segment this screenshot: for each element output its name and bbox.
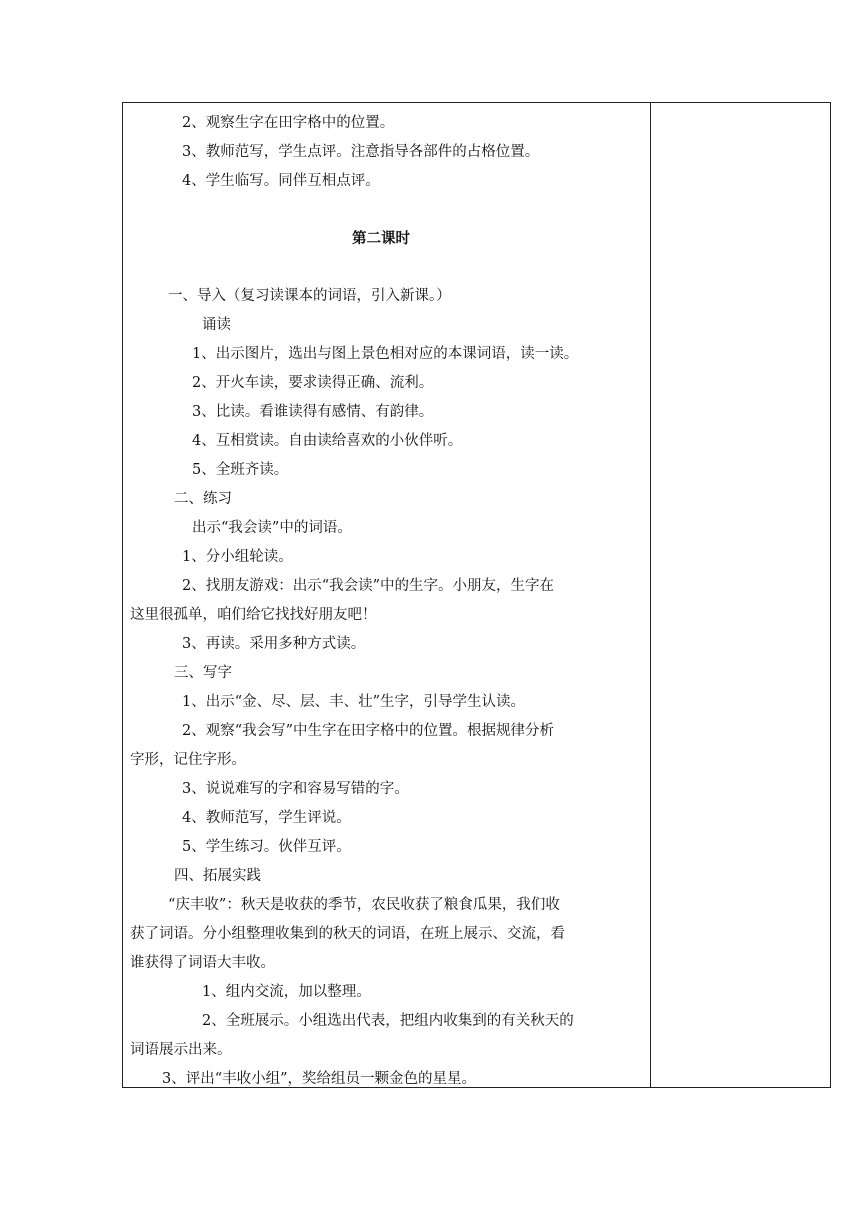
- text-line: 3、说说难写的字和容易写错的字。: [182, 781, 409, 797]
- text-line: 3、比读。看谁读得有感情、有韵律。: [192, 404, 434, 420]
- text-line: 这里很孤单，咱们给它找找好朋友吧！: [130, 607, 377, 623]
- text-line: 4、互相赏读。自由读给喜欢的小伙伴听。: [192, 433, 463, 449]
- text-line: 2、全班展示。小组选出代表，把组内收集到的有关秋天的: [202, 1013, 574, 1029]
- text-line: 4、学生临写。同伴互相点评。: [182, 173, 380, 189]
- text-line: 二、练习: [174, 491, 232, 507]
- lesson-plan-table: [122, 102, 831, 1088]
- text-line: 1、分小组轮读。: [182, 549, 293, 565]
- text-line: 2、观察“我会写”中生字在田字格中的位置。根据规律分析: [182, 723, 555, 739]
- text-line: 获了词语。分小组整理收集到的秋天的词语，在班上展示、交流，看: [130, 926, 565, 942]
- text-line: 2、找朋友游戏：出示“我会读”中的生字。小朋友，生字在: [182, 578, 555, 594]
- text-line: “庆丰收”：秋天是收获的季节，农民收获了粮食瓜果，我们收: [168, 897, 560, 913]
- text-line: 1、组内交流，加以整理。: [202, 984, 371, 1000]
- text-line: 5、学生练习。伙伴互评。: [182, 839, 351, 855]
- text-line: 谁获得了词语大丰收。: [130, 955, 275, 971]
- text-line: 3、评出“丰收小组”，奖给组员一颗金色的星星。: [162, 1071, 477, 1087]
- text-line: 四、拓展实践: [174, 868, 261, 884]
- text-line: 3、再读。采用多种方式读。: [182, 636, 366, 652]
- text-line: 三、写字: [174, 665, 232, 681]
- text-line: 1、出示“金、尽、层、丰、壮”生字，引导学生认读。: [182, 694, 526, 710]
- text-line: 1、出示图片，选出与图上景色相对应的本课词语，读一读。: [192, 346, 579, 362]
- text-line: 诵读: [202, 317, 231, 333]
- text-line: 词语展示出来。: [130, 1042, 232, 1058]
- text-line: 2、开火车读，要求读得正确、流利。: [192, 375, 434, 391]
- text-line: 2、观察生字在田字格中的位置。: [182, 115, 395, 131]
- text-line: 3、教师范写，学生点评。注意指导各部件的占格位置。: [182, 144, 540, 160]
- text-line: 字形，记住字形。: [130, 752, 246, 768]
- text-line: 一、导入（复习读课本的词语，引入新课。）: [168, 288, 451, 304]
- text-line: 5、全班齐读。: [192, 462, 289, 478]
- text-line: 4、教师范写，学生评说。: [182, 810, 351, 826]
- text-line: 出示“我会读”中的词语。: [192, 520, 352, 536]
- section-title: 第二课时: [352, 231, 410, 247]
- column-divider: [650, 103, 651, 1087]
